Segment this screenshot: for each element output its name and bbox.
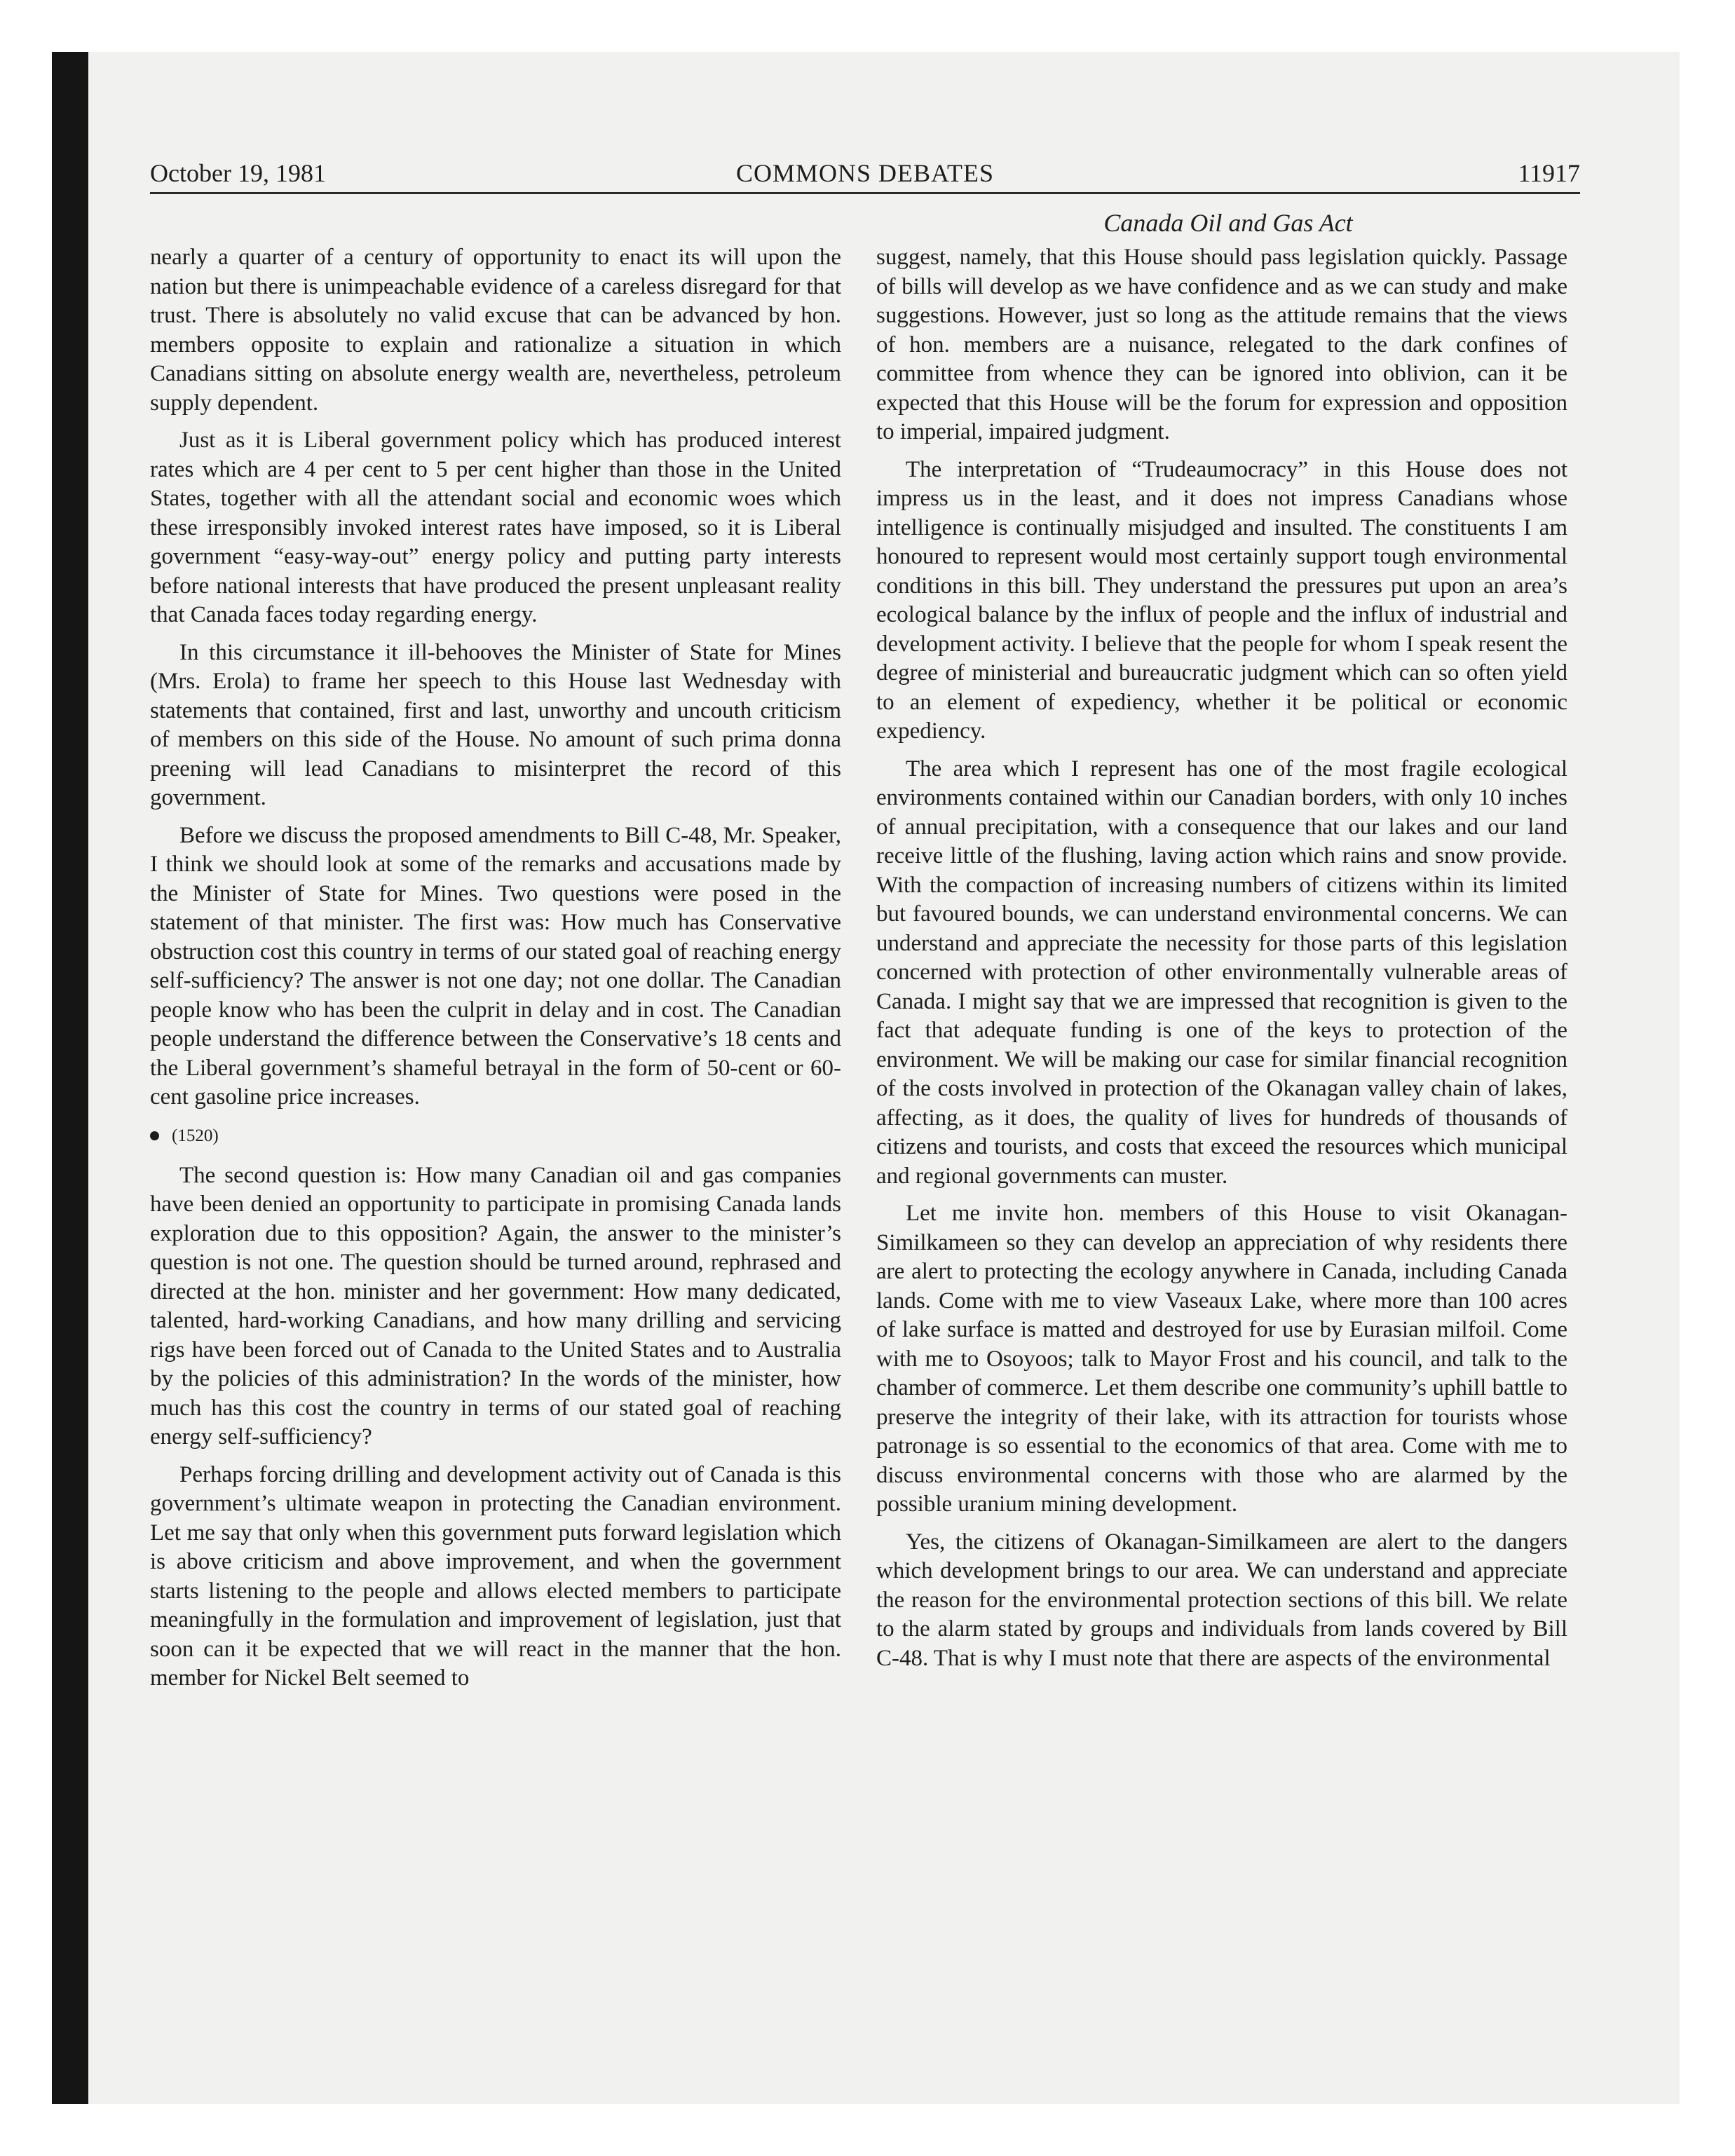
paragraph: Perhaps forcing drilling and development activity out of Canada is this government’s ultimate weapon in protecting the Canadian environment. Let me say that only when this government puts forward legislation which is above criticism and above improvement, and when the government starts listening to the people and allows elected members to participate meaningfully in the formulation and improvement of legislation, just that soon can it be expected that we will react in the manner that the hon. member for Nickel Belt seemed to	[150, 1461, 841, 1691]
paragraph: Just as it is Liberal government policy which has produced interest rates which are 4 per cent to 5 per cent higher than those in the United States, together with all the attendant social and economic woes which these irresponsibly invoked interest rates have imposed, so it is Liberal government “easy-way-out” energy policy and putting party interests before national interests that have produced the present unpleasant reality that Canada faces today regarding energy.	[150, 428, 841, 627]
header-date: October 19, 1981	[150, 159, 326, 187]
paragraph: The interpretation of “Trudeaumocracy” in this House does not impress us in the least, and it does not impress Canadians whose intelligence is continually misjudged and insulted. The constituents I am honoured to represent would most certainly support tough environmental conditions in this bill. They understand the pressures put upon an area’s ecological balance by the influx of people and the influx of industrial and development activity. I believe that the people for whom I speak resent the degree of ministerial and bureaucratic judgment which can so often yield to an element of expediency, whether it be political or economic expediency.	[876, 456, 1567, 744]
header-page-number: 11917	[1518, 159, 1580, 187]
time-marker-label: (1520)	[172, 1126, 219, 1145]
paragraph: The area which I represent has one of the most fragile ecological environments contained within our Canadian borders, with only 10 inches of annual precipitation, with a consequence that our lakes and our land receive little of the flushing, laving action which rains and snow provide. With the compaction of increasing numbers of citizens within its limited but favoured bounds, we can understand environmental concerns. We can understand and appreciate the necessity for those parts of this legislation concerned with protection of other environmentally vulnerable areas of Canada. I might say that we are impressed that recognition is given to the fact that adequate funding is one of the keys to protection of the environment. We will be making our case for similar financial recognition of the costs involved in protection of the Okanagan valley chain of lakes, affecting, as it does, the quality of lives for hundreds of thousands of citizens and tourists, and costs that exceed the resources which municipal and regional governments can muster.	[876, 756, 1567, 1189]
paragraph: nearly a quarter of a century of opportunity to enact its will upon the nation but there is unimpeachable evidence of a careless disregard for that trust. There is absolutely no valid excuse that can be advanced by hon. members opposite to explain and rationalize a situation in which Canadians sitting on absolute energy wealth are, nevertheless, petroleum supply dependent.	[150, 245, 841, 416]
left-column	[150, 243, 841, 1702]
bullet-icon	[150, 1131, 159, 1140]
time-marker	[150, 1124, 841, 1149]
paragraph: Yes, the citizens of Okanagan-Similkameen are alert to the dangers which development brings to our area. We can understand and appreciate the reason for the environmental protection sections of this bill. We relate to the alarm stated by groups and individuals from lands covered by Bill C-48. That is why I must note that there are aspects of the environmental	[876, 1529, 1567, 1671]
paragraph: Let me invite hon. members of this House to visit Okanagan-Similkameen so they can develop an appreciation of why residents there are alert to protecting the ecology anywhere in Canada, including Canada lands. Come with me to view Vaseaux Lake, where more than 100 acres of lake surface is matted and destroyed for use by Eurasian milfoil. Come with me to Osoyoos; talk to Mayor Frost and his council, and talk to the chamber of commerce. Let them describe one community’s uphill battle to preserve the integrity of their lake, with its attraction for tourists whose patronage is so essential to the economics of that area. Come with me to discuss environmental concerns with those who are alarmed by the possible uranium mining development.	[876, 1201, 1567, 1517]
paragraph: In this circumstance it ill-behooves the Minister of State for Mines (Mrs. Erola) to frame her speech to this House last Wednesday with statements that contained, first and last, unworthy and uncouth criticism of members on this side of the House. No amount of such prima donna preening will lead Canadians to misinterpret the record of this government.	[150, 639, 841, 810]
header-rule	[150, 192, 1580, 194]
paragraph: Before we discuss the proposed amendments to Bill C-48, Mr. Speaker, I think we should look at some of the remarks and accusations made by the Minister of State for Mines. Two questions were posed in the statement of that minister. The first was: How much has Conservative obstruction cost this country in terms of our stated goal of reaching energy self-sufficiency? The answer is not one day; not one dollar. The Canadian people know who has been the culprit in delay and in cost. The Canadian people understand the difference between the Conservative’s 18 cents and the Liberal government’s shameful betrayal in the form of 50-cent or 60-cent gasoline price increases.	[150, 822, 841, 1110]
header-publication: COMMONS DEBATES	[735, 159, 995, 187]
running-head	[150, 156, 1580, 191]
right-column	[876, 243, 1567, 1681]
paragraph: The second question is: How many Canadian oil and gas companies have been denied an opportunity to participate in promising Canada lands exploration due to this opposition? Again, the answer to the minister’s question is not one. The question should be turned around, rephrased and directed at the hon. minister and her government: How many dedicated, talented, hard-working Canadians, and how many drilling and servicing rigs have been forced out of Canada to the United States and to Australia by the policies of this administration? In the words of the minister, how much has this cost the country in terms of our stated goal of reaching energy self-sufficiency?	[150, 1162, 841, 1449]
scan-border	[52, 52, 88, 2104]
section-title: Canada Oil and Gas Act	[1103, 209, 1353, 237]
paragraph: suggest, namely, that this House should pass legislation quickly. Passage of bills will develop as we have confidence and as we can study and make suggestions. However, just so long as the attitude remains that the views of hon. members are a nuisance, relegated to the dark confines of committee from whence they can be ignored into oblivion, can it be expected that this House will be the forum for expression and opposition to imperial, impaired judgment.	[876, 245, 1567, 444]
